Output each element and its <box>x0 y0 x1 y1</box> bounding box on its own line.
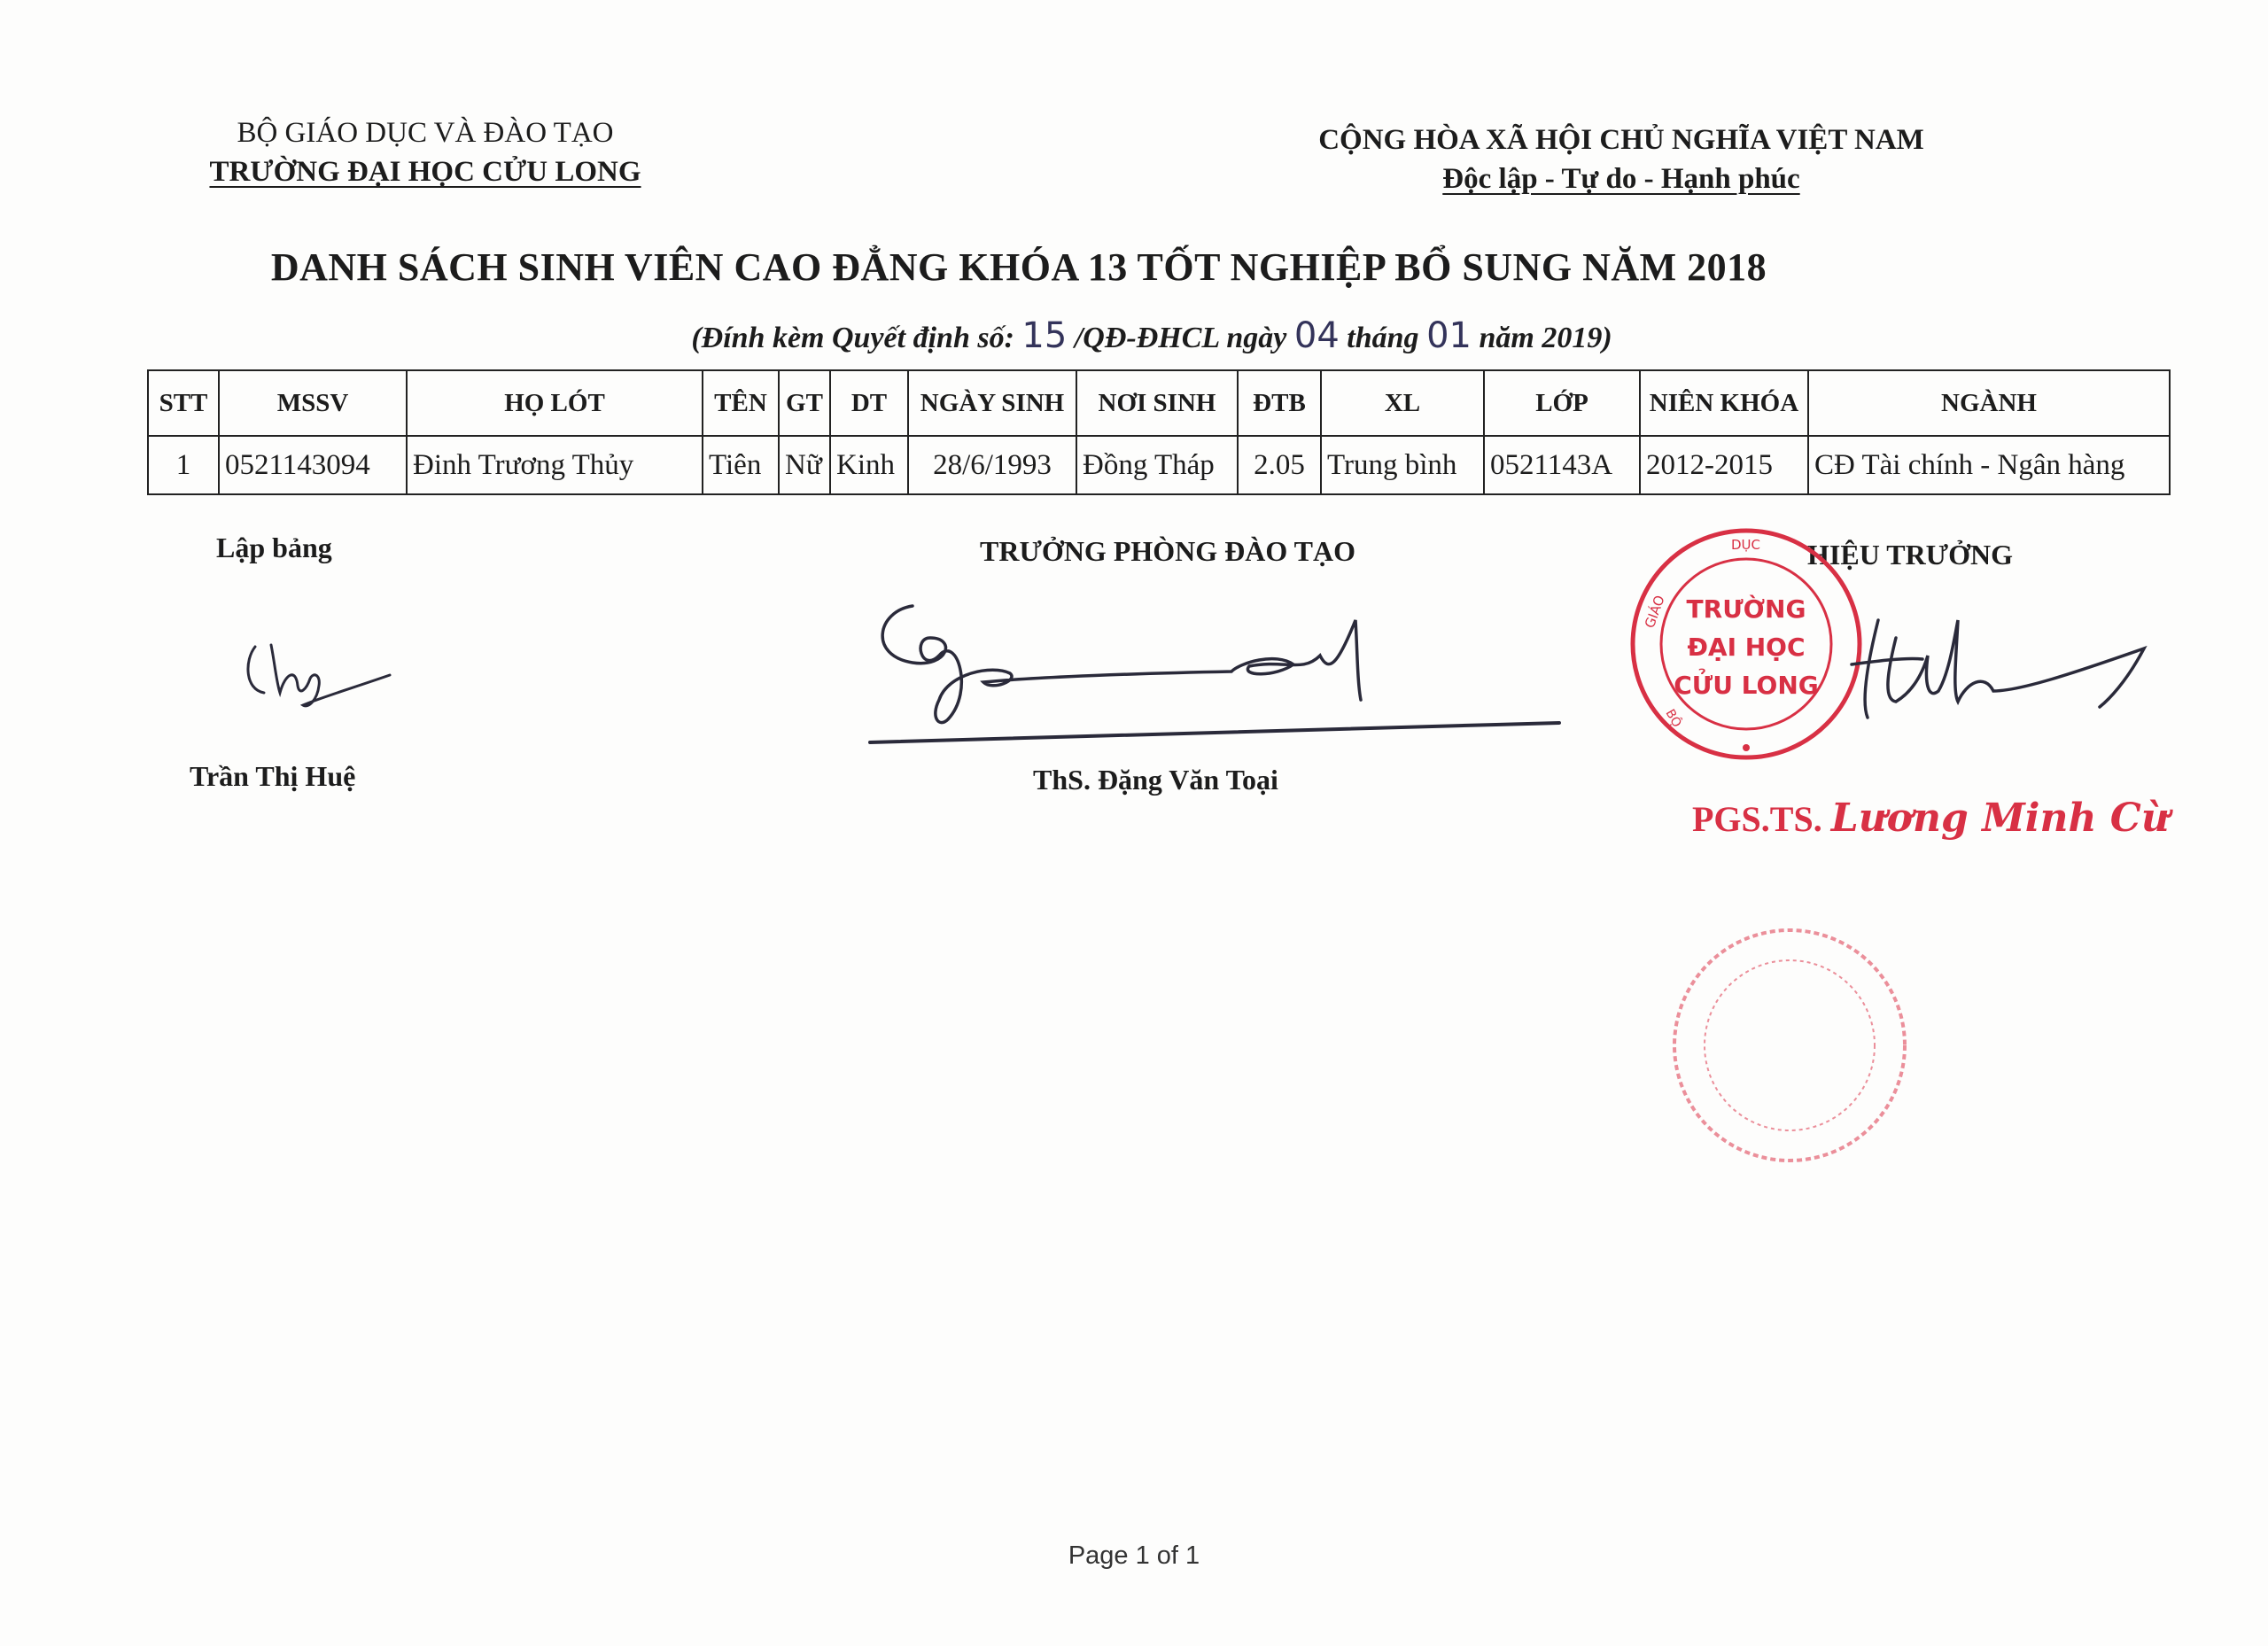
subtitle-mid: /QĐ-ĐHCL ngày <box>1074 322 1287 354</box>
preparer-signature <box>239 620 416 718</box>
university-name: TRƯỜNG ĐẠI HỌC CỬU LONG <box>209 156 641 188</box>
svg-text:GIÁO: GIÁO <box>1641 593 1668 631</box>
month-label: tháng <box>1347 322 1419 354</box>
cell-stt: 1 <box>148 436 219 494</box>
header-xl: XL <box>1321 370 1484 436</box>
seal-line-3: CỬU LONG <box>1674 671 1819 700</box>
header-ngay-sinh: NGÀY SINH <box>908 370 1076 436</box>
cell-ngay-sinh: 28/6/1993 <box>908 436 1076 494</box>
cell-gt: Nữ <box>779 436 830 494</box>
header-dt: DT <box>830 370 908 436</box>
header-lop: LỚP <box>1484 370 1640 436</box>
ministry-name: BỘ GIÁO DỤC VÀ ĐÀO TẠO <box>237 117 614 149</box>
header-nganh: NGÀNH <box>1808 370 2170 436</box>
national-header <box>1152 120 2091 198</box>
decision-month: 01 <box>1426 315 1472 356</box>
rector-title: HIỆU TRƯỞNG <box>1807 539 2014 571</box>
cell-ho-lot: Đinh Trương Thủy <box>407 436 703 494</box>
svg-text:DỤC: DỤC <box>1731 537 1761 553</box>
graduates-table <box>147 369 2171 495</box>
cell-xl: Trung bình <box>1321 436 1484 494</box>
header-gt: GT <box>779 370 830 436</box>
svg-text:BỘ: BỘ <box>1662 707 1684 730</box>
training-head-title: TRƯỞNG PHÒNG ĐÀO TẠO <box>980 535 1356 567</box>
rector-name <box>1692 796 2170 841</box>
national-motto: Độc lập - Tự do - Hạnh phúc <box>1442 163 1800 195</box>
subtitle-year: năm 2019) <box>1479 322 1612 354</box>
header-ho-lot: HỌ LÓT <box>407 370 703 436</box>
header-ten: TÊN <box>703 370 779 436</box>
decision-number: 15 <box>1021 315 1068 356</box>
seal-line-1: TRƯỜNG <box>1686 594 1806 624</box>
rector-name-script: Lương Minh Cừ <box>1830 796 2170 841</box>
bleed-through-seal <box>1666 921 1914 1169</box>
rector-degree: PGS.TS. <box>1692 799 1822 839</box>
header-mssv: MSSV <box>219 370 407 436</box>
header-stt: STT <box>148 370 219 436</box>
document-subtitle <box>620 315 1683 356</box>
document-title: DANH SÁCH SINH VIÊN CAO ĐẲNG KHÓA 13 TỐT NGHIỆP BỔ SUNG NĂM 2018 <box>270 245 1767 289</box>
cell-nganh: CĐ Tài chính - Ngân hàng <box>1808 436 2170 494</box>
preparer-name: Trần Thị Huệ <box>190 760 356 792</box>
header-noi-sinh: NƠI SINH <box>1076 370 1238 436</box>
cell-noi-sinh: Đồng Tháp <box>1076 436 1238 494</box>
decision-day: 04 <box>1293 315 1340 356</box>
cell-dtb: 2.05 <box>1238 436 1321 494</box>
training-head-signature <box>859 567 1568 762</box>
issuing-organization <box>159 113 691 191</box>
cell-lop: 0521143A <box>1484 436 1640 494</box>
preparer-title: Lập bảng <box>216 532 332 563</box>
university-seal <box>1627 524 1866 764</box>
country-name: CỘNG HÒA XÃ HỘI CHỦ NGHĨA VIỆT NAM <box>1318 124 1924 156</box>
cell-mssv: 0521143094 <box>219 436 407 494</box>
table-header-row <box>148 370 2170 436</box>
seal-line-2: ĐẠI HỌC <box>1687 633 1806 662</box>
cell-ten: Tiên <box>703 436 779 494</box>
header-dtb: ĐTB <box>1238 370 1321 436</box>
subtitle-prefix: (Đính kèm Quyết định số: <box>691 322 1014 354</box>
cell-dt: Kinh <box>830 436 908 494</box>
cell-nien-khoa: 2012-2015 <box>1640 436 1808 494</box>
page-number: Page 1 of 1 <box>1068 1541 1200 1570</box>
training-head-name: ThS. Đặng Văn Toại <box>1033 764 1278 796</box>
table-row <box>148 436 2170 494</box>
rector-signature <box>1843 602 2162 744</box>
header-nien-khoa: NIÊN KHÓA <box>1640 370 1808 436</box>
